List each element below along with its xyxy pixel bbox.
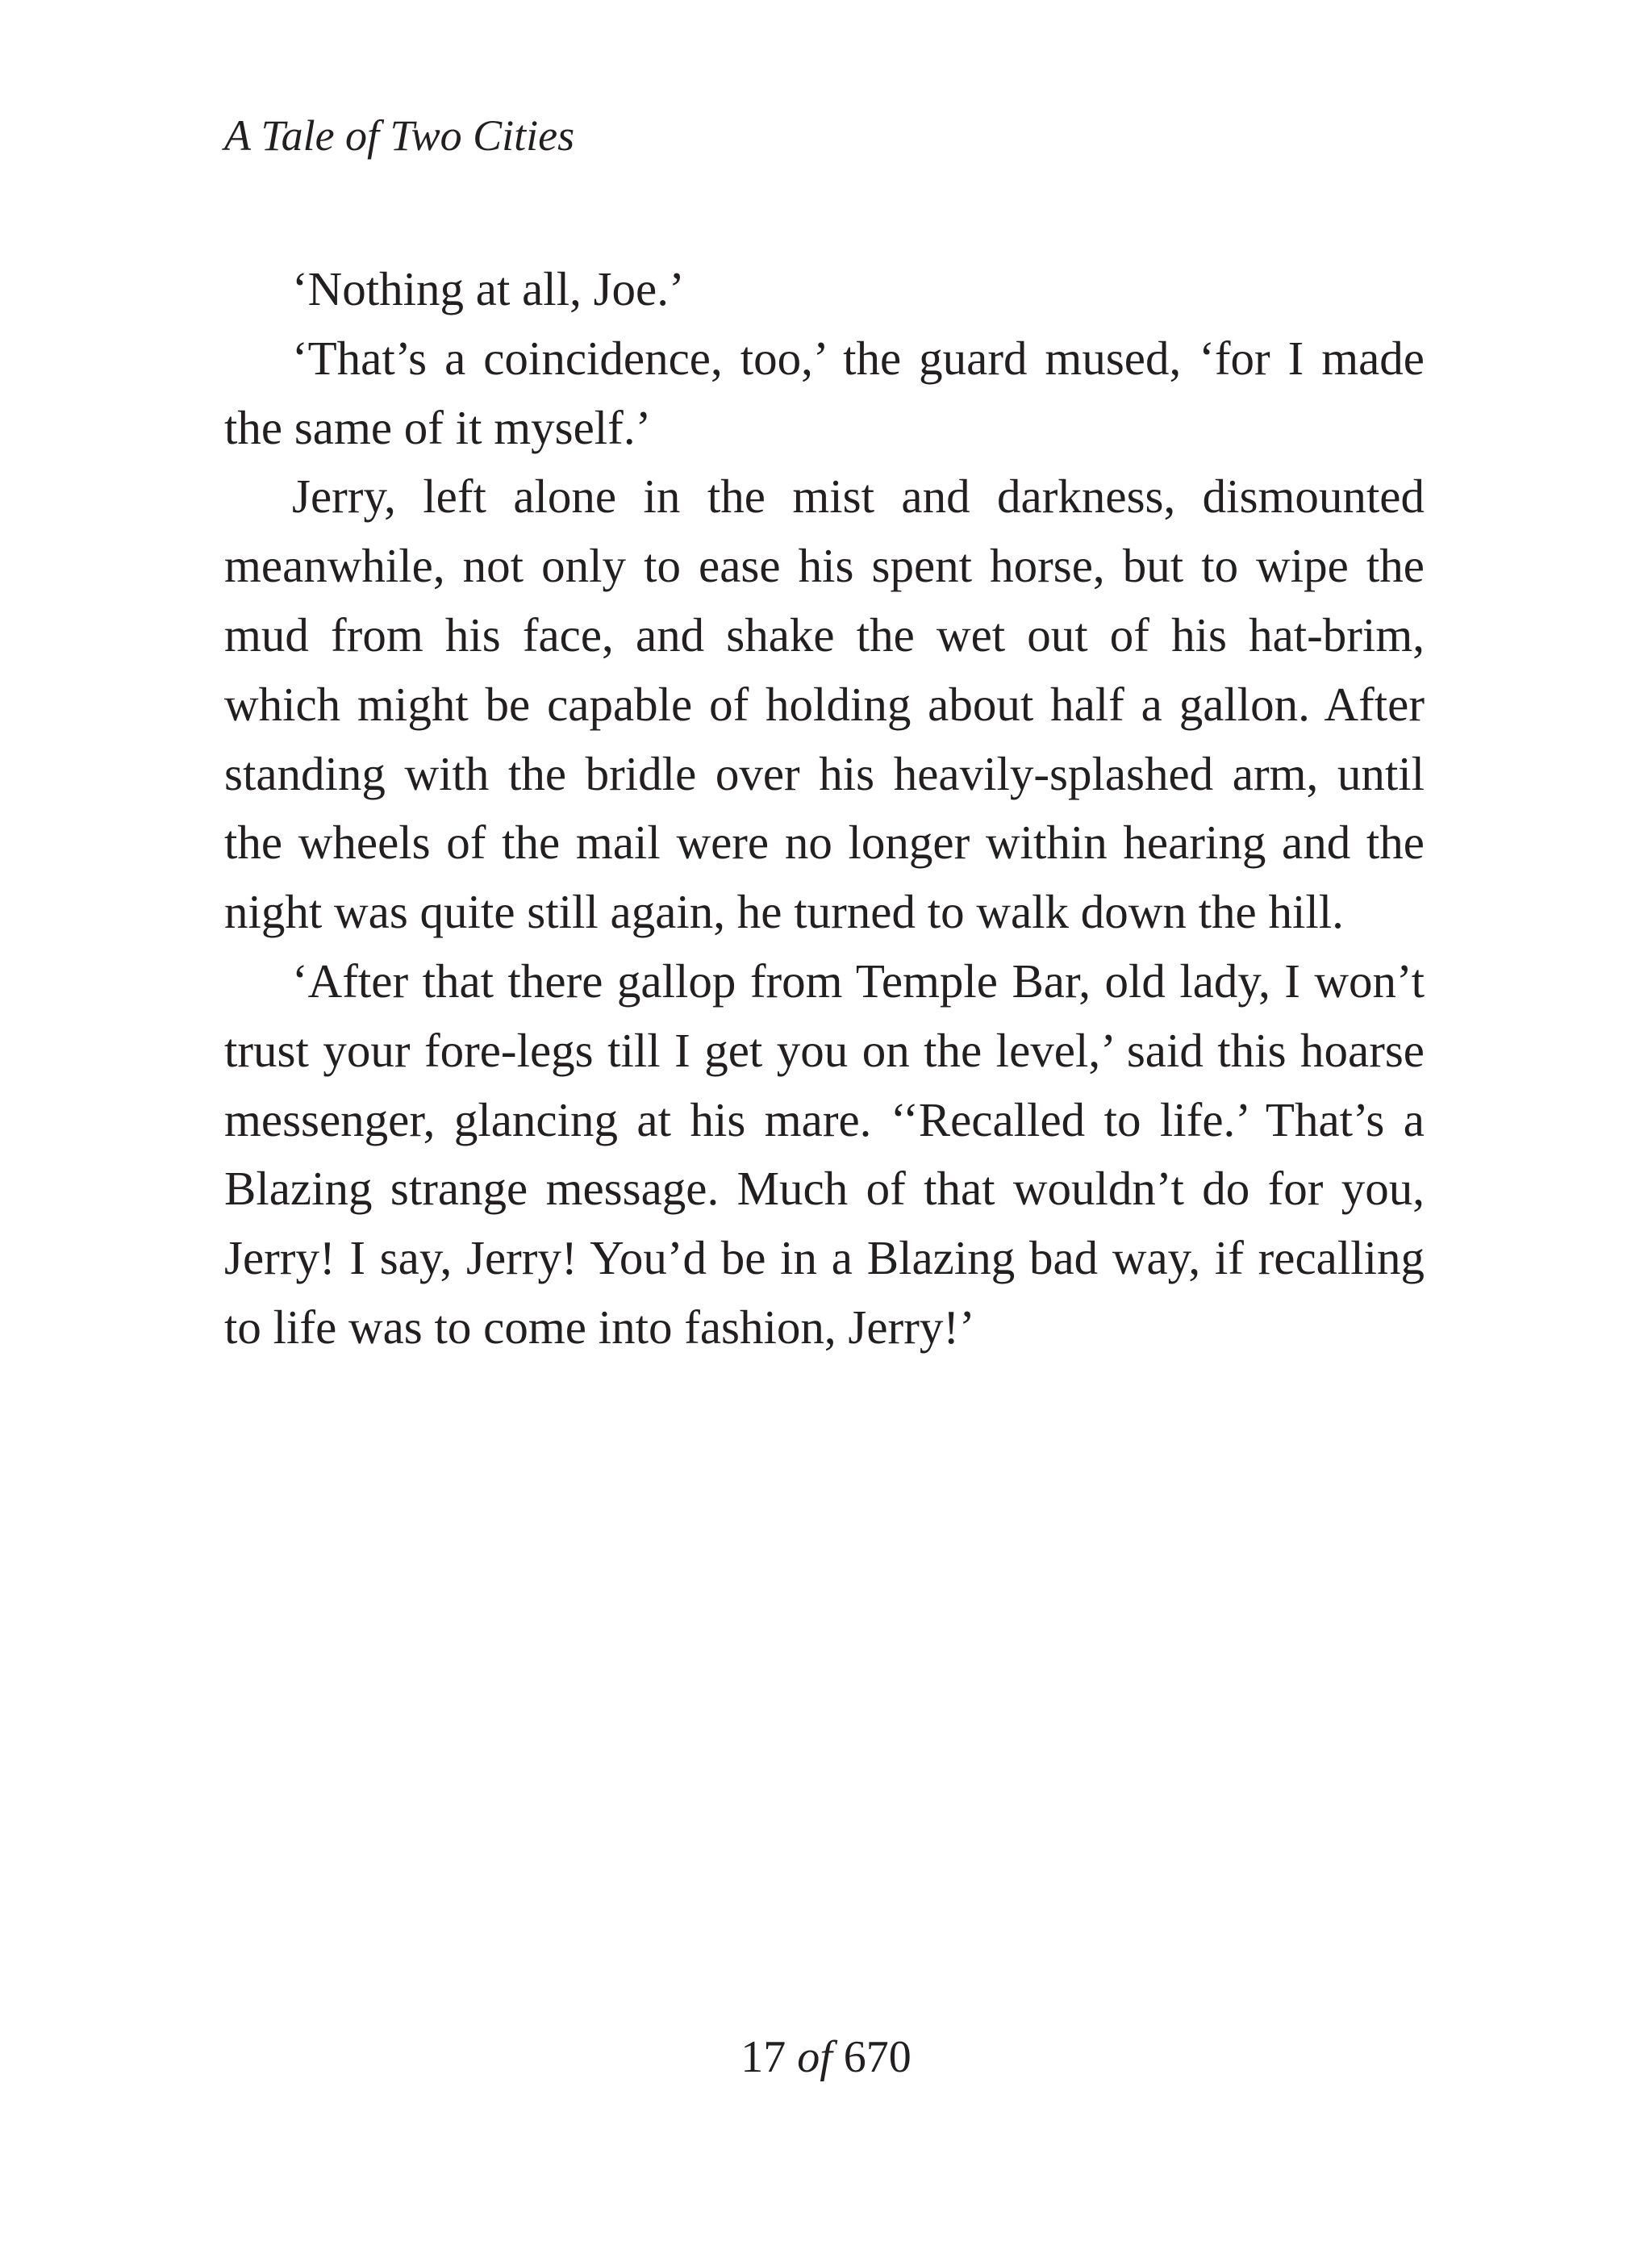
- paragraph-2: ‘That’s a coincidence, too,’ the guard mused, ‘for I made the same of it myself.’: [224, 331, 1425, 454]
- page-total: 670: [843, 2032, 912, 2082]
- paragraph-4: ‘After that there gallop from Temple Bar, old lady, I won’t trust your fore-legs till I get you on the level,’ said this hoarse messenger, glancing at his mare. ‘‘Recalled to life.’ That’s a Blazing strange message. Much of that wouldn’t do for you, Jerry! I say, Jerry! You’d be in a Blazing bad way, if recalling to life was to come into fashion, Jerry!’: [224, 954, 1425, 1354]
- body-text: [224, 255, 1425, 1363]
- page-current: 17: [740, 2032, 786, 2082]
- running-title: A Tale of Two Cities: [224, 111, 575, 160]
- page-number: [0, 2025, 1652, 2089]
- paragraph-1: ‘Nothing at all, Joe.’: [292, 262, 685, 315]
- paragraph-3: Jerry, left alone in the mist and darkness, dismounted meanwhile, not only to ease his spent horse, but to wipe the mud from his face, and shake the wet out of his hat-brim, which might be capable of holding about half a gallon. After standing with the bridle over his heavily-splashed arm, until the wheels of the mail were no longer within hearing and the night was quite still again, he turned to walk down the hill.: [224, 470, 1425, 939]
- page-separator: of: [797, 2032, 832, 2082]
